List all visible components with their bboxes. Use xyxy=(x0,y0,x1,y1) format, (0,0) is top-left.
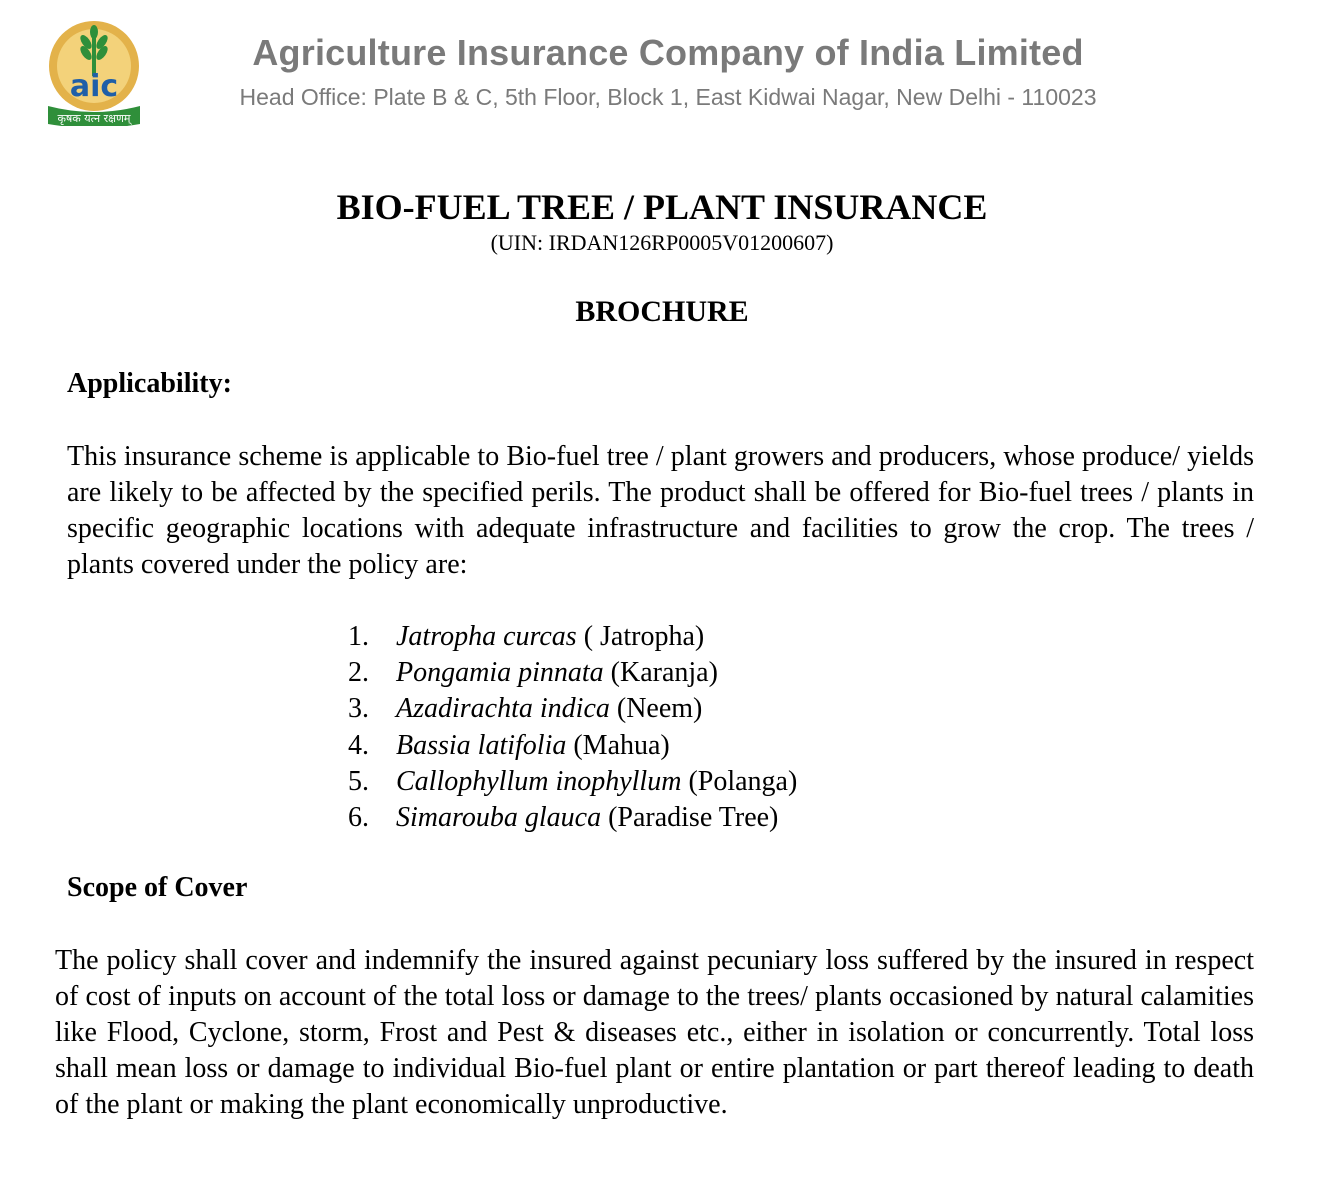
applicability-paragraph: This insurance scheme is applicable to Bio-fuel tree / plant growers and producers, whose produce/ yields are likely to be affected by the specified perils. The product shall be offered for Bio-fuel trees / plants in specific geographic locations with adequate infrastructure and facilities to grow the crop. The trees / plants covered under the policy are: xyxy=(67,441,1254,580)
letterhead xyxy=(0,0,1324,130)
applicability-heading: Applicability: xyxy=(67,368,232,399)
common-name: ( Jatropha) xyxy=(576,621,705,652)
scientific-name: Simarouba glauca xyxy=(396,802,602,834)
list-item xyxy=(348,691,797,727)
common-name: (Polanga) xyxy=(681,765,798,797)
logo-motto: कृषक यत्न रक्षणम् xyxy=(57,112,131,125)
list-item xyxy=(348,764,797,800)
common-name: (Karanja) xyxy=(603,657,718,689)
common-name: (Mahua) xyxy=(566,729,670,761)
common-name: (Paradise Tree) xyxy=(601,802,779,834)
list-number: 2. xyxy=(348,657,369,689)
scientific-name: Pongamia pinnata xyxy=(396,657,604,689)
list-number: 4. xyxy=(348,729,369,761)
logo-letters: aic xyxy=(69,69,119,104)
common-name: (Neem) xyxy=(609,693,703,725)
scope-paragraph: The policy shall cover and indemnify the insured against pecuniary loss suffered by the insured in respect of cost of inputs on account of the total loss or damage to the trees/ plants occasioned by natural calamities like Flood, Cyclone, storm, Frost and Pest & diseases etc., either in isolation or concurrently. Total loss shall mean loss or damage to individual Bio-fuel plant or entire plantation or part thereof leading to death of the plant or making the plant economically unproductive. xyxy=(55,945,1254,1120)
plant-list xyxy=(348,619,797,836)
document-title: BIO-FUEL TREE / PLANT INSURANCE xyxy=(336,187,988,227)
scientific-name: Jatropha curcas xyxy=(396,621,577,652)
head-office-address: Head Office: Plate B & C, 5th Floor, Block 1, East Kidwai Nagar, New Delhi - 110023 xyxy=(239,84,1097,110)
scientific-name: Callophyllum inophyllum xyxy=(396,765,682,797)
document-uin: (UIN: IRDAN126RP0005V01200607) xyxy=(490,230,834,255)
list-number: 5. xyxy=(348,765,369,797)
list-number: 1. xyxy=(348,621,369,652)
list-number: 6. xyxy=(348,802,369,834)
list-item xyxy=(348,728,797,764)
scope-heading: Scope of Cover xyxy=(67,872,248,903)
scientific-name: Azadirachta indica xyxy=(396,693,610,725)
list-number: 3. xyxy=(348,693,369,725)
document-subtitle: BROCHURE xyxy=(575,295,749,328)
company-name: Agriculture Insurance Company of India Limited xyxy=(252,32,1084,73)
scientific-name: Bassia latifolia xyxy=(396,729,567,761)
list-item xyxy=(348,619,797,655)
list-item xyxy=(348,655,797,691)
list-item xyxy=(348,800,797,836)
